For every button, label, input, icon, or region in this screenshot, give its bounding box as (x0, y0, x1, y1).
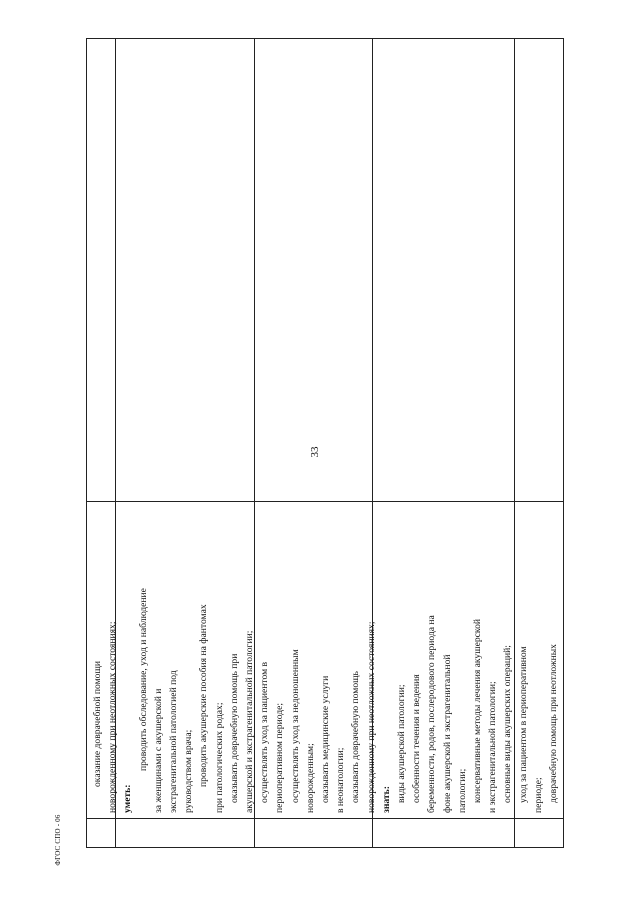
text-line: оказывать доврачебную помощь при (228, 653, 240, 803)
text-line: проводить обследование, уход и наблюдение (137, 588, 149, 771)
text-line: оказание доврачебной помощи (92, 661, 103, 787)
text-line: осуществлять уход за пациентом в (259, 661, 271, 803)
text-line: уход за пациентом в периоперативном (517, 646, 529, 803)
text-line: доврачебную помощь при неотложных (548, 644, 560, 803)
section-heading-knowledge: знать: (380, 786, 392, 813)
text-line: основные виды акушерских операций; (502, 645, 514, 803)
text-line: акушерской и экстрагенитальной патологии; (244, 630, 256, 813)
section-heading-skills: уметь: (122, 784, 134, 813)
text-line: особенности течения и ведения (411, 674, 423, 803)
text-line: периоперативном периоде; (274, 702, 286, 813)
text-line: экстрагенитальной патологией под (168, 670, 180, 813)
text-line: при патологических родах; (213, 702, 225, 813)
text-line: за женщинами с акушерской и (152, 688, 164, 813)
text-line: осуществлять уход за недоношенным (289, 649, 301, 803)
footer-document-code: ФГОС СПО - 06 (54, 814, 62, 866)
text-line: периоде; (532, 777, 544, 813)
text-line: оказывать медицинские услуги (320, 675, 332, 803)
competencies-cell (87, 502, 562, 819)
text-line: и экстрагенитальной патологии; (487, 681, 499, 813)
text-line: руководством врача; (183, 729, 195, 813)
text-line: патологии; (456, 768, 468, 813)
text-line: в неонатологии; (335, 747, 347, 813)
text-line: оказывать доврачебную помощь (350, 671, 362, 803)
text-line: фоне акушерской и экстрагенитальной (441, 654, 453, 813)
text-line: консервативные методы лечения акушерской (472, 618, 484, 803)
text-line: беременности, родов, послеродового периода на (426, 615, 438, 813)
text-line: новорожденному при неотложных состояниях; (107, 621, 119, 813)
text-line: виды акушерской патологии; (396, 684, 408, 803)
text-line: новорожденным; (304, 743, 316, 813)
text-line: новорожденному при неотложных состояниях; (365, 621, 377, 813)
curriculum-table (86, 38, 564, 848)
page-number: 33 (309, 446, 321, 458)
rotated-table-area (86, 38, 564, 848)
text-line: проводить акушерские пособия на фантомах (198, 604, 210, 787)
